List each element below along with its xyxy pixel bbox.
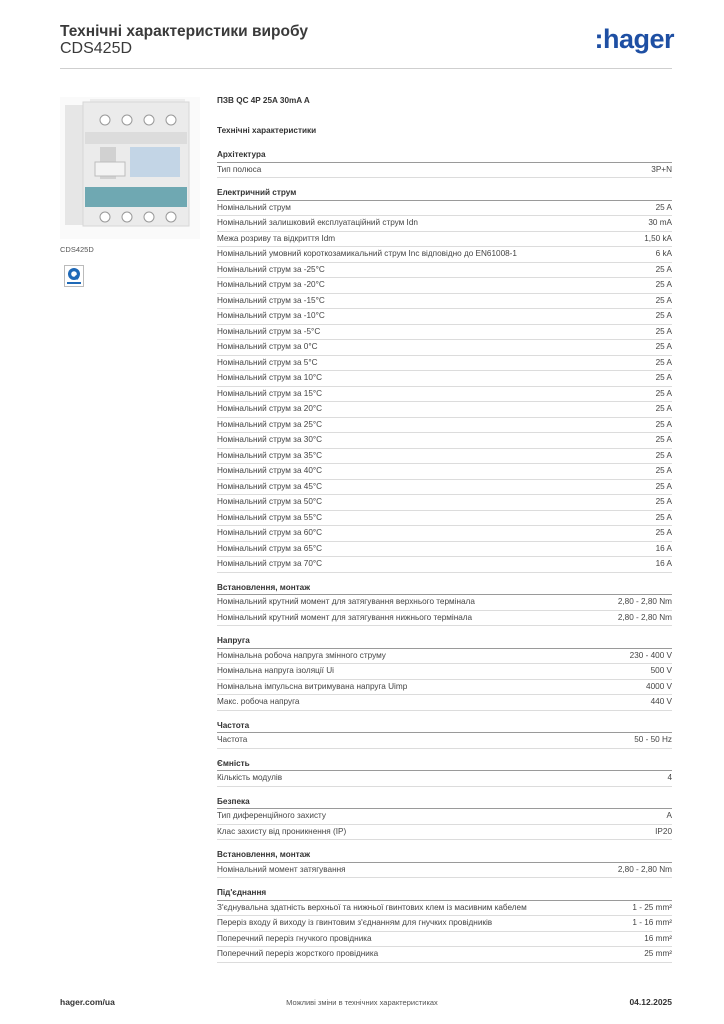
spec-value: 25 A — [655, 357, 672, 367]
spec-label: Номінальна напруга ізоляції Ui — [217, 666, 334, 675]
spec-row — [217, 733, 672, 749]
spec-row — [217, 278, 672, 294]
spec-row — [217, 418, 672, 434]
spec-value: 16 A — [655, 559, 672, 568]
spec-value: 25 A — [655, 326, 672, 336]
spec-row — [217, 557, 672, 573]
footer-note: Можливі зміни в технічних характеристиках — [286, 998, 438, 1007]
spec-row — [217, 526, 672, 542]
spec-row — [217, 916, 672, 932]
spec-row — [217, 402, 672, 418]
spec-row — [217, 932, 672, 948]
spec-value: 25 A — [655, 388, 672, 398]
spec-value: 50 - 50 Hz — [634, 735, 672, 744]
spec-section — [217, 849, 672, 878]
spec-value: 2,80 - 2,80 Nm — [617, 612, 672, 622]
spec-row — [217, 809, 672, 825]
spec-label: Номінальний струм — [217, 202, 291, 212]
hager-logo: :hager — [594, 24, 674, 54]
spec-label: Переріз входу й виходу із гвинтовим з'єднанням для гнучких провідників — [217, 918, 493, 927]
spec-row — [217, 495, 672, 511]
spec-row — [217, 356, 672, 372]
spec-value: IP20 — [655, 826, 672, 836]
spec-label: Поперечний переріз гнучкого провідника — [217, 933, 372, 943]
spec-value: 2,80 - 2,80 Nm — [617, 864, 672, 874]
spec-label: Номінальний струм за 55°C — [217, 512, 323, 522]
spec-section — [217, 796, 672, 841]
spec-value: 230 - 400 V — [629, 650, 672, 660]
spec-label: Номінальний струм за 65°C — [217, 543, 323, 553]
spec-value: 3P+N — [651, 164, 672, 174]
spec-label: Номінальний струм за -10°C — [217, 311, 325, 320]
spec-value: 25 A — [655, 435, 672, 444]
quality-mark-icon — [64, 265, 84, 287]
spec-value: 25 A — [655, 295, 672, 305]
spec-row — [217, 464, 672, 480]
section-title: Архітектура — [217, 149, 672, 163]
spec-value: 1 - 25 mm² — [632, 902, 672, 912]
spec-row — [217, 901, 672, 917]
spec-row — [217, 201, 672, 217]
spec-label: Номінальний момент затягування — [217, 864, 346, 874]
spec-value: 4000 V — [646, 681, 672, 691]
spec-row — [217, 309, 672, 325]
spec-value: 4 — [667, 773, 672, 782]
spec-label: Номінальний струм за -15°C — [217, 295, 325, 305]
spec-value: 25 A — [655, 373, 672, 382]
spec-row — [217, 371, 672, 387]
spec-value: 2,80 - 2,80 Nm — [617, 597, 672, 606]
spec-value: 25 A — [655, 512, 672, 522]
spec-value: 440 V — [650, 697, 672, 706]
spec-value: 25 A — [655, 311, 672, 320]
spec-row — [217, 263, 672, 279]
header-divider — [60, 68, 672, 69]
section-title: Встановлення, монтаж — [217, 849, 672, 863]
tech-title: Технічні характеристики — [217, 126, 317, 135]
spec-label: Номінальний струм за 25°C — [217, 419, 323, 429]
spec-value: 25 A — [655, 466, 672, 475]
spec-label: Номінальний струм за 35°C — [217, 450, 323, 460]
spec-section — [217, 758, 672, 787]
spec-section — [217, 582, 672, 627]
spec-value: 25 A — [655, 202, 672, 212]
spec-value: 16 A — [655, 543, 672, 553]
spec-label: Номінальний струм за 15°C — [217, 388, 323, 398]
spec-label: Тип диференційного захисту — [217, 811, 326, 820]
spec-row — [217, 863, 672, 879]
spec-label: Номінальний струм за 0°C — [217, 342, 318, 351]
spec-section — [217, 635, 672, 711]
spec-label: З'єднувальна здатність верхньої та нижньої гвинтових клем із масивним кабелем — [217, 902, 527, 912]
spec-label: Номінальний струм за 45°C — [217, 481, 323, 491]
spec-label: Номінальний крутний момент для затягування верхнього термінала — [217, 597, 475, 606]
spec-value: 25 A — [655, 528, 672, 537]
spec-label: Номінальний струм за 60°C — [217, 528, 323, 537]
spec-value: 16 mm² — [644, 933, 672, 943]
spec-section — [217, 187, 672, 573]
spec-label: Макс. робоча напруга — [217, 697, 300, 706]
spec-label: Частота — [217, 735, 248, 744]
spec-value: 30 mA — [648, 218, 672, 227]
spec-row — [217, 771, 672, 787]
spec-row — [217, 511, 672, 527]
spec-row — [217, 825, 672, 841]
spec-label: Номінальний струм за -25°C — [217, 264, 325, 274]
spec-label: Номінальний струм за 30°C — [217, 435, 323, 444]
spec-value: 25 A — [655, 497, 672, 506]
spec-row — [217, 340, 672, 356]
spec-row — [217, 542, 672, 558]
section-title: Частота — [217, 720, 672, 734]
spec-label: Номінальний залишковий експлуатаційний струм Idn — [217, 218, 418, 227]
spec-section — [217, 149, 672, 178]
spec-row — [217, 247, 672, 263]
spec-row — [217, 664, 672, 680]
product-code: CDS425D — [60, 40, 133, 57]
section-title: Встановлення, монтаж — [217, 582, 672, 596]
spec-label: Номінальна імпульсна витримувана напруга Uimp — [217, 681, 408, 691]
spec-label: Межа розриву та відкриття Idm — [217, 233, 336, 243]
spec-label: Номінальний струм за -20°C — [217, 280, 325, 289]
section-title: Безпека — [217, 796, 672, 810]
spec-label: Номінальний струм за 70°C — [217, 559, 323, 568]
spec-value: 25 A — [655, 419, 672, 429]
spec-row — [217, 480, 672, 496]
spec-label: Клас захисту від проникнення (IP) — [217, 826, 347, 836]
product-image — [60, 97, 200, 239]
spec-label: Номінальний струм за 10°C — [217, 373, 323, 382]
spec-value: 6 kA — [655, 249, 672, 258]
spec-row — [217, 695, 672, 711]
spec-label: Кількість модулів — [217, 773, 283, 782]
spec-value: 25 A — [655, 264, 672, 274]
spec-label: Номінальний умовний короткозамикальний струм Inc відповідно до EN61008-1 — [217, 249, 517, 258]
spec-value: 25 A — [655, 342, 672, 351]
spec-value: 25 A — [655, 450, 672, 460]
spec-label: Номінальний струм за -5°C — [217, 326, 321, 336]
spec-row — [217, 163, 672, 179]
section-title: Ємність — [217, 758, 672, 772]
spec-sections — [217, 149, 672, 963]
spec-row — [217, 611, 672, 627]
spec-section — [217, 720, 672, 749]
spec-row — [217, 387, 672, 403]
spec-label: Номінальний струм за 5°C — [217, 357, 318, 367]
page-title: Технічні характеристики виробу — [60, 23, 308, 40]
spec-row — [217, 294, 672, 310]
spec-label: Номінальний струм за 20°C — [217, 404, 323, 413]
footer-date: 04.12.2025 — [629, 997, 672, 1007]
spec-row — [217, 216, 672, 232]
section-title: Під'єднання — [217, 887, 672, 901]
spec-row — [217, 433, 672, 449]
spec-label: Тип полюса — [217, 164, 262, 174]
spec-value: 25 A — [655, 404, 672, 413]
spec-row — [217, 680, 672, 696]
spec-value: 500 V — [650, 666, 672, 675]
product-name: ПЗВ QC 4P 25A 30mA A — [217, 96, 310, 105]
spec-row — [217, 449, 672, 465]
spec-value: 25 mm² — [644, 949, 672, 958]
spec-row — [217, 325, 672, 341]
image-caption: CDS425D — [60, 245, 94, 254]
spec-label: Номінальна робоча напруга змінного струму — [217, 650, 386, 660]
spec-value: 1,50 kA — [644, 233, 672, 243]
footer-website[interactable]: hager.com/ua — [60, 997, 115, 1007]
section-title: Електричний струм — [217, 187, 672, 201]
spec-value: 25 A — [655, 280, 672, 289]
section-title: Напруга — [217, 635, 672, 649]
spec-value: 25 A — [655, 481, 672, 491]
spec-label: Номінальний струм за 40°C — [217, 466, 323, 475]
spec-section — [217, 887, 672, 963]
spec-value: 1 - 16 mm² — [632, 918, 672, 927]
spec-value: A — [666, 811, 672, 820]
spec-label: Поперечний переріз жорсткого провідника — [217, 949, 379, 958]
spec-label: Номінальний струм за 50°C — [217, 497, 323, 506]
spec-content — [217, 96, 672, 963]
spec-row — [217, 595, 672, 611]
spec-row — [217, 232, 672, 248]
spec-label: Номінальний крутний момент для затягування нижнього термінала — [217, 612, 473, 622]
spec-row — [217, 947, 672, 963]
spec-row — [217, 649, 672, 665]
